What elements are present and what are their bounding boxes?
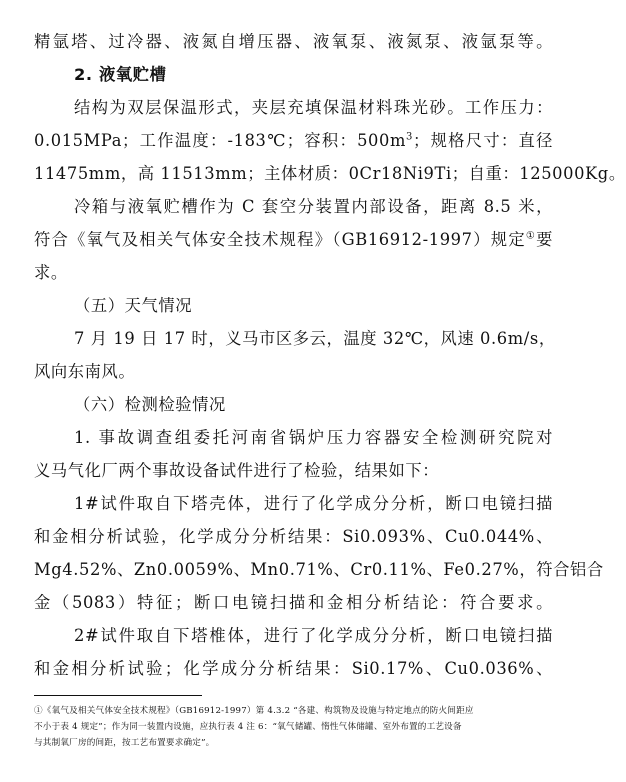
text-line: 1#试件取自下塔壳体，进行了化学成分分析，断口电镜扫描 [74, 494, 553, 513]
footnote-divider [34, 695, 202, 696]
text-line: 2#试件取自下塔椎体，进行了化学成分分析，断口电镜扫描 [74, 626, 553, 645]
superscript: 3 [406, 131, 413, 143]
section-heading-liquid-oxygen-tank: 2. 液氧贮槽 [74, 65, 167, 84]
text-line: 和金相分析试验，化学成分分析结果：Si0.093%、Cu0.044%、 [34, 527, 553, 546]
footnote-marker: ① [525, 230, 537, 242]
text-line: Mg4.52%、Zn0.0059%、Mn0.71%、Cr0.11%、Fe0.27%，符合铝合 [34, 560, 604, 579]
text-line: 风向东南风。 [34, 362, 136, 381]
text-line: 7 月 19 日 17 时，义马市区多云，温度 32℃，风速 0.6m/s， [74, 329, 556, 348]
text-line: 精氩塔、过冷器、液氮自增压器、液氧泵、液氮泵、液氩泵等。 [34, 32, 553, 51]
section-heading-weather: （五）天气情况 [74, 296, 193, 315]
text-line: 符合《氧气及相关气体安全技术规程》（GB16912-1997）规定①要 [34, 230, 553, 249]
text-line: 11475mm，高 11513mm；主体材质：0Cr18Ni9Ti；自重：125000Kg。 [34, 164, 626, 183]
text-line: 结构为双层保温形式，夹层充填保温材料珠光砂。工作压力： [74, 98, 553, 117]
text-line: 0.015MPa；工作温度：-183℃；容积：$500m^3$；规格尺寸：直径 [34, 131, 553, 150]
text-line: 冷箱与液氧贮槽作为 C 套空分装置内部设备，距离 8.5 米， [74, 197, 553, 216]
text-line: 金（5083）特征；断口电镜扫描和金相分析结论：符合要求。 [34, 593, 553, 612]
section-heading-inspection: （六）检测检验情况 [74, 395, 226, 414]
text-line: 求。 [34, 263, 68, 282]
text-line: 义马气化厂两个事故设备试件进行了检验，结果如下： [34, 461, 440, 480]
footnote-line: 不小于表 4 规定”；作为同一装置内设施，应执行表 4 注 6：“氧气储罐、惰性气体储罐、室外布置的工艺设备 [34, 722, 462, 732]
text-line: 1. 事故调查组委托河南省锅炉压力容器安全检测研究院对 [74, 428, 553, 447]
footnote-line: 与其制氧厂房的间距，按工艺布置要求确定”。 [34, 738, 215, 748]
text-line: 和金相分析试验；化学成分分析结果：Si0.17%、Cu0.036%、 [34, 659, 553, 678]
footnote-line: ①《氧气及相关气体安全技术规程》（GB16912-1997）第 4.3.2 “各建、构筑物及设施与特定地点的防火间距应 [34, 706, 474, 716]
